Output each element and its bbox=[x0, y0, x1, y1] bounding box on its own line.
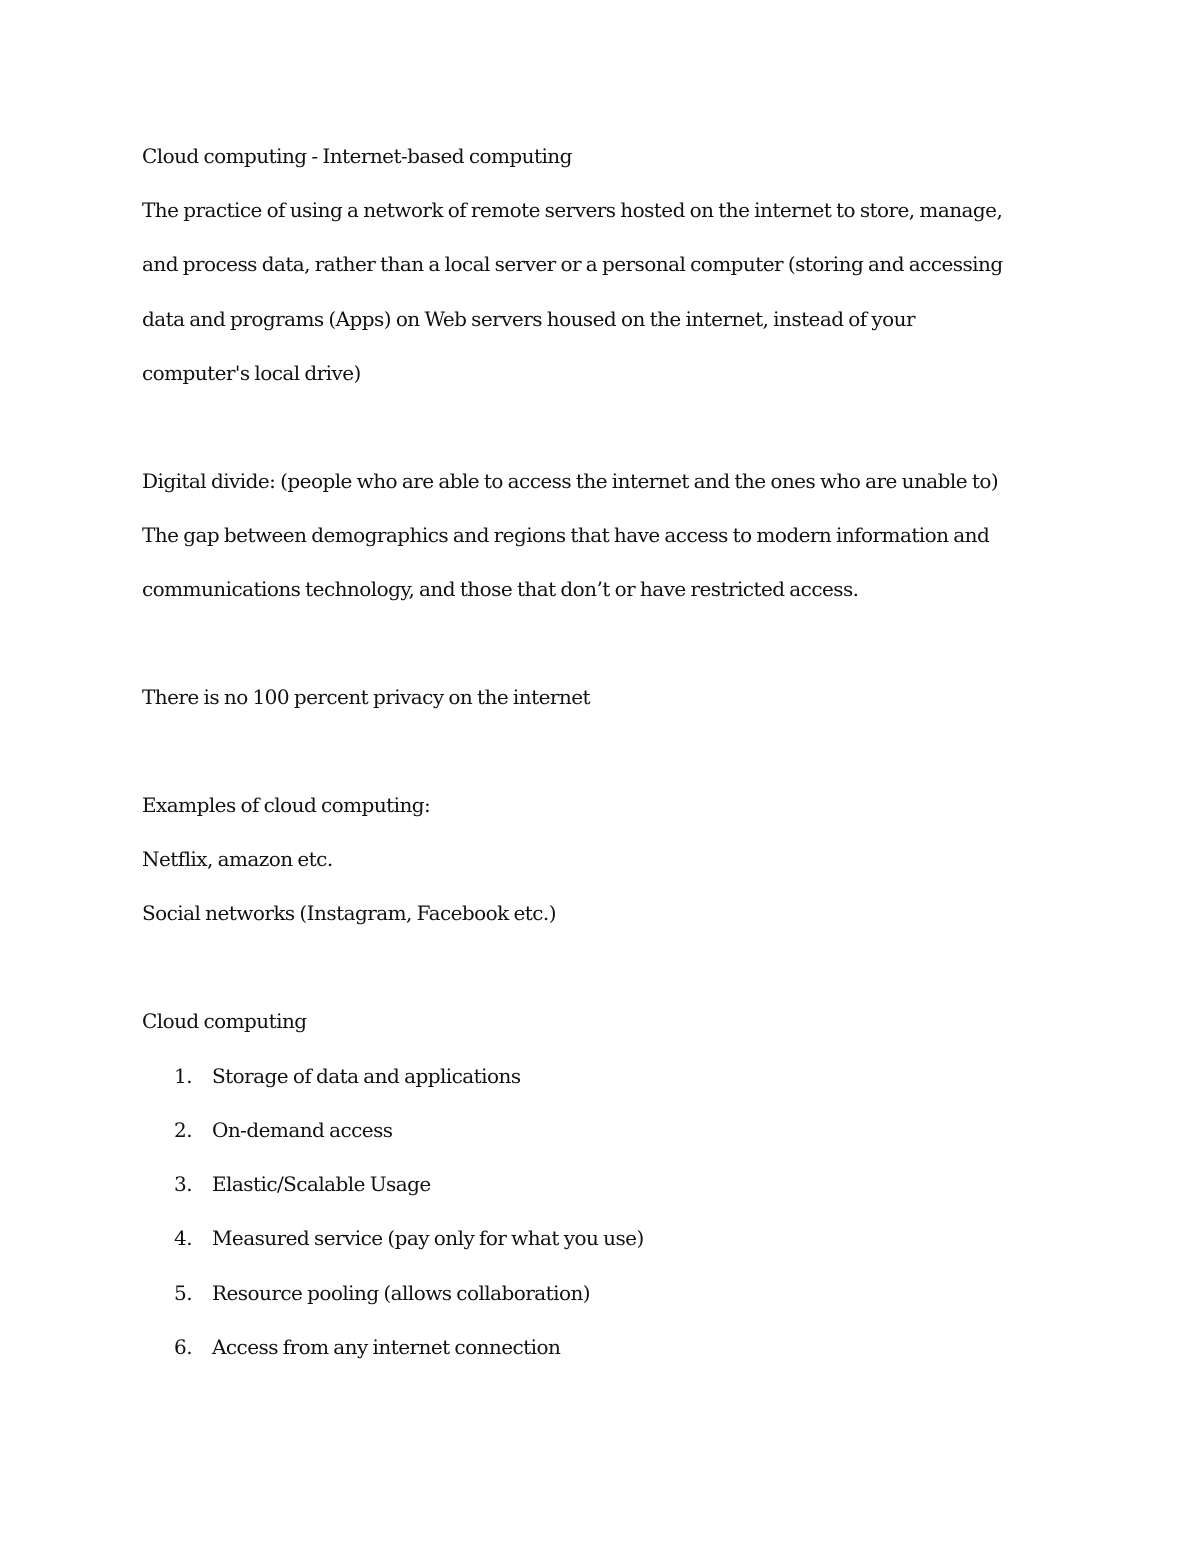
list-item-number: 5. bbox=[174, 1281, 193, 1305]
features-heading: Cloud computing bbox=[142, 1009, 307, 1033]
list-item-text: Resource pooling (allows collaboration) bbox=[212, 1281, 591, 1305]
digital-divide-line-1: The gap between demographics and regions that have access to modern information and bbox=[142, 523, 990, 547]
cloud-definition-line-4: computer's local drive) bbox=[142, 361, 361, 385]
list-item-text: Measured service (pay only for what you use) bbox=[212, 1226, 644, 1250]
list-item-number: 3. bbox=[174, 1172, 193, 1196]
cloud-heading: Cloud computing - Internet-based computing bbox=[142, 144, 572, 168]
digital-divide-heading: Digital divide: (people who are able to access the internet and the ones who are unable to) bbox=[142, 469, 999, 493]
list-item-text: Elastic/Scalable Usage bbox=[212, 1172, 431, 1196]
list-item-text: On-demand access bbox=[212, 1118, 393, 1142]
example-item-2: Social networks (Instagram, Facebook etc.) bbox=[142, 901, 556, 925]
list-item-number: 4. bbox=[174, 1226, 193, 1250]
digital-divide-line-2: communications technology, and those that don’t or have restricted access. bbox=[142, 577, 859, 601]
cloud-definition-line-1: The practice of using a network of remote servers hosted on the internet to store, manage, bbox=[142, 198, 1003, 222]
examples-heading: Examples of cloud computing: bbox=[142, 793, 431, 817]
list-item-number: 1. bbox=[174, 1064, 193, 1088]
cloud-definition-line-3: data and programs (Apps) on Web servers housed on the internet, instead of your bbox=[142, 307, 916, 331]
list-item-number: 2. bbox=[174, 1118, 193, 1142]
list-item-number: 6. bbox=[174, 1335, 193, 1359]
list-item-text: Access from any internet connection bbox=[212, 1335, 561, 1359]
cloud-definition-line-2: and process data, rather than a local server or a personal computer (storing and accessing bbox=[142, 252, 1003, 276]
privacy-note: There is no 100 percent privacy on the internet bbox=[142, 685, 590, 709]
example-item-1: Netflix, amazon etc. bbox=[142, 847, 333, 871]
list-item-text: Storage of data and applications bbox=[212, 1064, 521, 1088]
